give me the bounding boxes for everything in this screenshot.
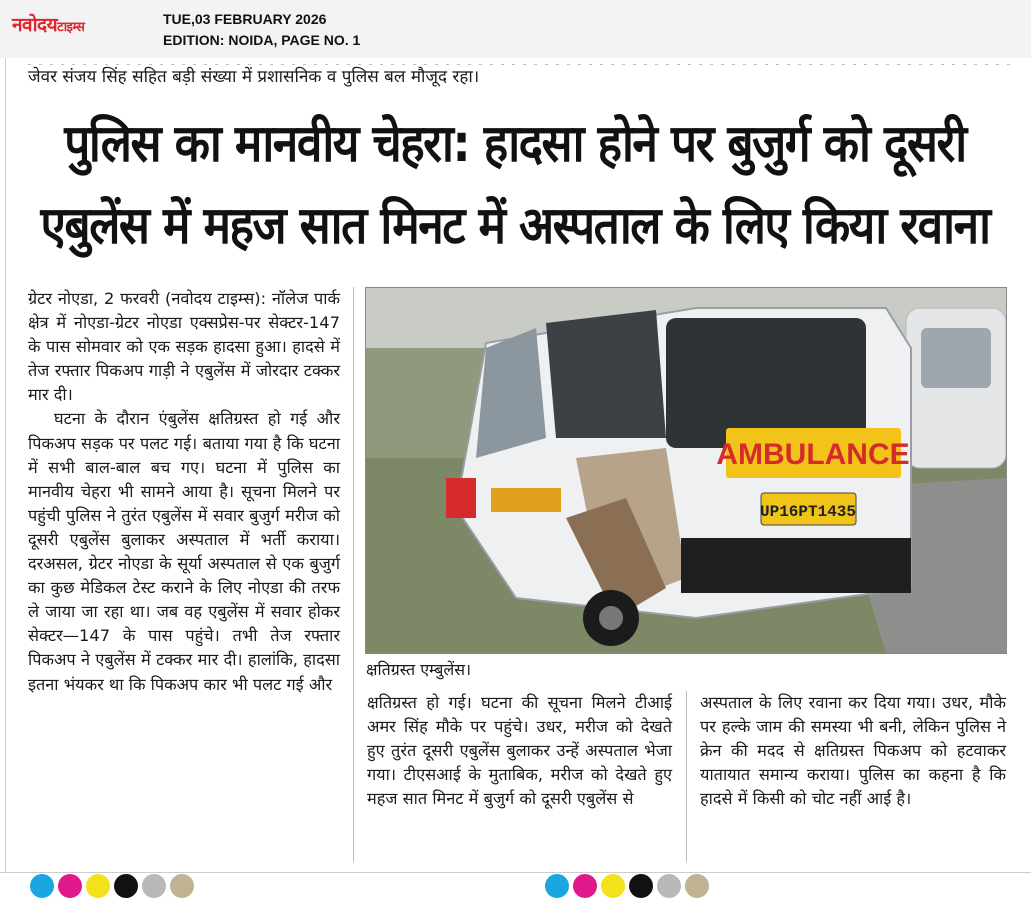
date-line: TUE,03 FEBRUARY 2026 [163,11,327,27]
registration-mark [545,874,569,898]
headline-line-2: एबुलेंस में महज सात मिनट में अस्पताल के लिए किया रवाना [40,194,990,256]
photo-caption: क्षतिग्रस्त एम्बुलेंस। [366,660,472,679]
registration-mark [573,874,597,898]
registration-mark [657,874,681,898]
page-left-rule [5,58,6,893]
newspaper-logo[interactable] [12,11,84,37]
article-column-1 [28,287,340,697]
registration-mark [685,874,709,898]
article-paragraph-1: ग्रेटर नोएडा, 2 फरवरी (नवोदय टाइम्स): नॉलेज पार्क क्षेत्र में नोएडा-ग्रेटर नोएडा एक्सप्रेस-पर सेक्टर-147 के पास सोमवार को एक सड़क हादसा हुआ। हादसे में तेज रफ्तार पिकअप गाड़ी ने एबुलेंस में जोरदार टक्कर मार दी। [28,289,340,405]
column-divider-2 [686,691,687,862]
registration-mark [58,874,82,898]
previous-article-tail: जेवर संजय सिंह सहित बड़ी संख्या में प्रशासनिक व पुलिस बल मौजूद रहा। [28,64,1018,90]
headline-line-1: पुलिस का मानवीय चेहरा: हादसा होने पर बुजुर्ग को दूसरी [64,112,966,174]
registration-mark [30,874,54,898]
registration-mark [629,874,653,898]
registration-mark [142,874,166,898]
ambulance-photo[interactable] [365,287,1007,654]
registration-mark [86,874,110,898]
registration-mark [170,874,194,898]
article-column-3: अस्पताल के लिए रवाना कर दिया गया। उधर, मौके पर हल्के जाम की समस्या भी बनी, लेकिन पुलिस ने क्रेन की मदद से क्षतिग्रस्त पिकअप को हटवाकर यातायात समान्य कराया। पुलिस का कहना है कि हादसे में किसी को चोट नहीं आई है। [700,693,1006,809]
logo-main-text: नवोदय [12,14,58,36]
article-column-2: क्षतिग्रस्त हो गई। घटना की सूचना मिलने टीआई अमर सिंह मौके पर पहुंचे। उधर, मरीज को देखते हुए तुरंत दूसरी एबुलेंस बुलाकर उन्हें अस्पताल भेजा गया। टीएसआई के मुताबिक, मरीज को देखते हुए महज सात मिनट में बुजुर्ग को दूसरी एबुलेंस से [367,693,672,809]
number-plate-text: UP16PT1435 [759,503,857,521]
registration-mark [601,874,625,898]
masthead-bar [0,0,1031,59]
column-divider-1 [353,287,354,862]
edition-line: EDITION: NOIDA, PAGE NO. 1 [163,32,361,48]
edition-info [163,9,360,51]
article-paragraph-2: घटना के दौरान एंबुलेंस क्षतिग्रस्त हो गई और पिकअप सड़क पर पलट गई। बताया गया है कि घटना में सभी बाल-बाल बच गए। घटना में पुलिस का मानवीय चेहरा भी सामने आया है। सूचना मिलने पर पहुंची पुलिस ने तुरंत एबुलेंस में सवार बुजुर्ग मरीज को दूसरी एबुलेंस बुलाकर अस्पताल में भर्ती कराया। दरअसल, ग्रेटर नोएडा के सूर्या अस्पताल से एक बुजुर्ग का कुछ मेडिकल टेस्ट कराने के लिए नोएडा की तरफ ले जाया जा रहा था। जब वह एबुलेंस में सवार होकर सेक्टर—147 के पास पहुंचे। तभी तेज रफ्तार पिकअप ने एबुलेंस में टक्कर मार दी। हालांकि, हादसा इतना भंयकर था कि पिकअप कार भी पलट गई और [28,409,340,694]
registration-mark [114,874,138,898]
ambulance-illustration [366,288,1006,653]
logo-sub-text: टाइम्स [57,20,85,35]
ambulance-sign-text: AMBULANCE [716,438,910,471]
